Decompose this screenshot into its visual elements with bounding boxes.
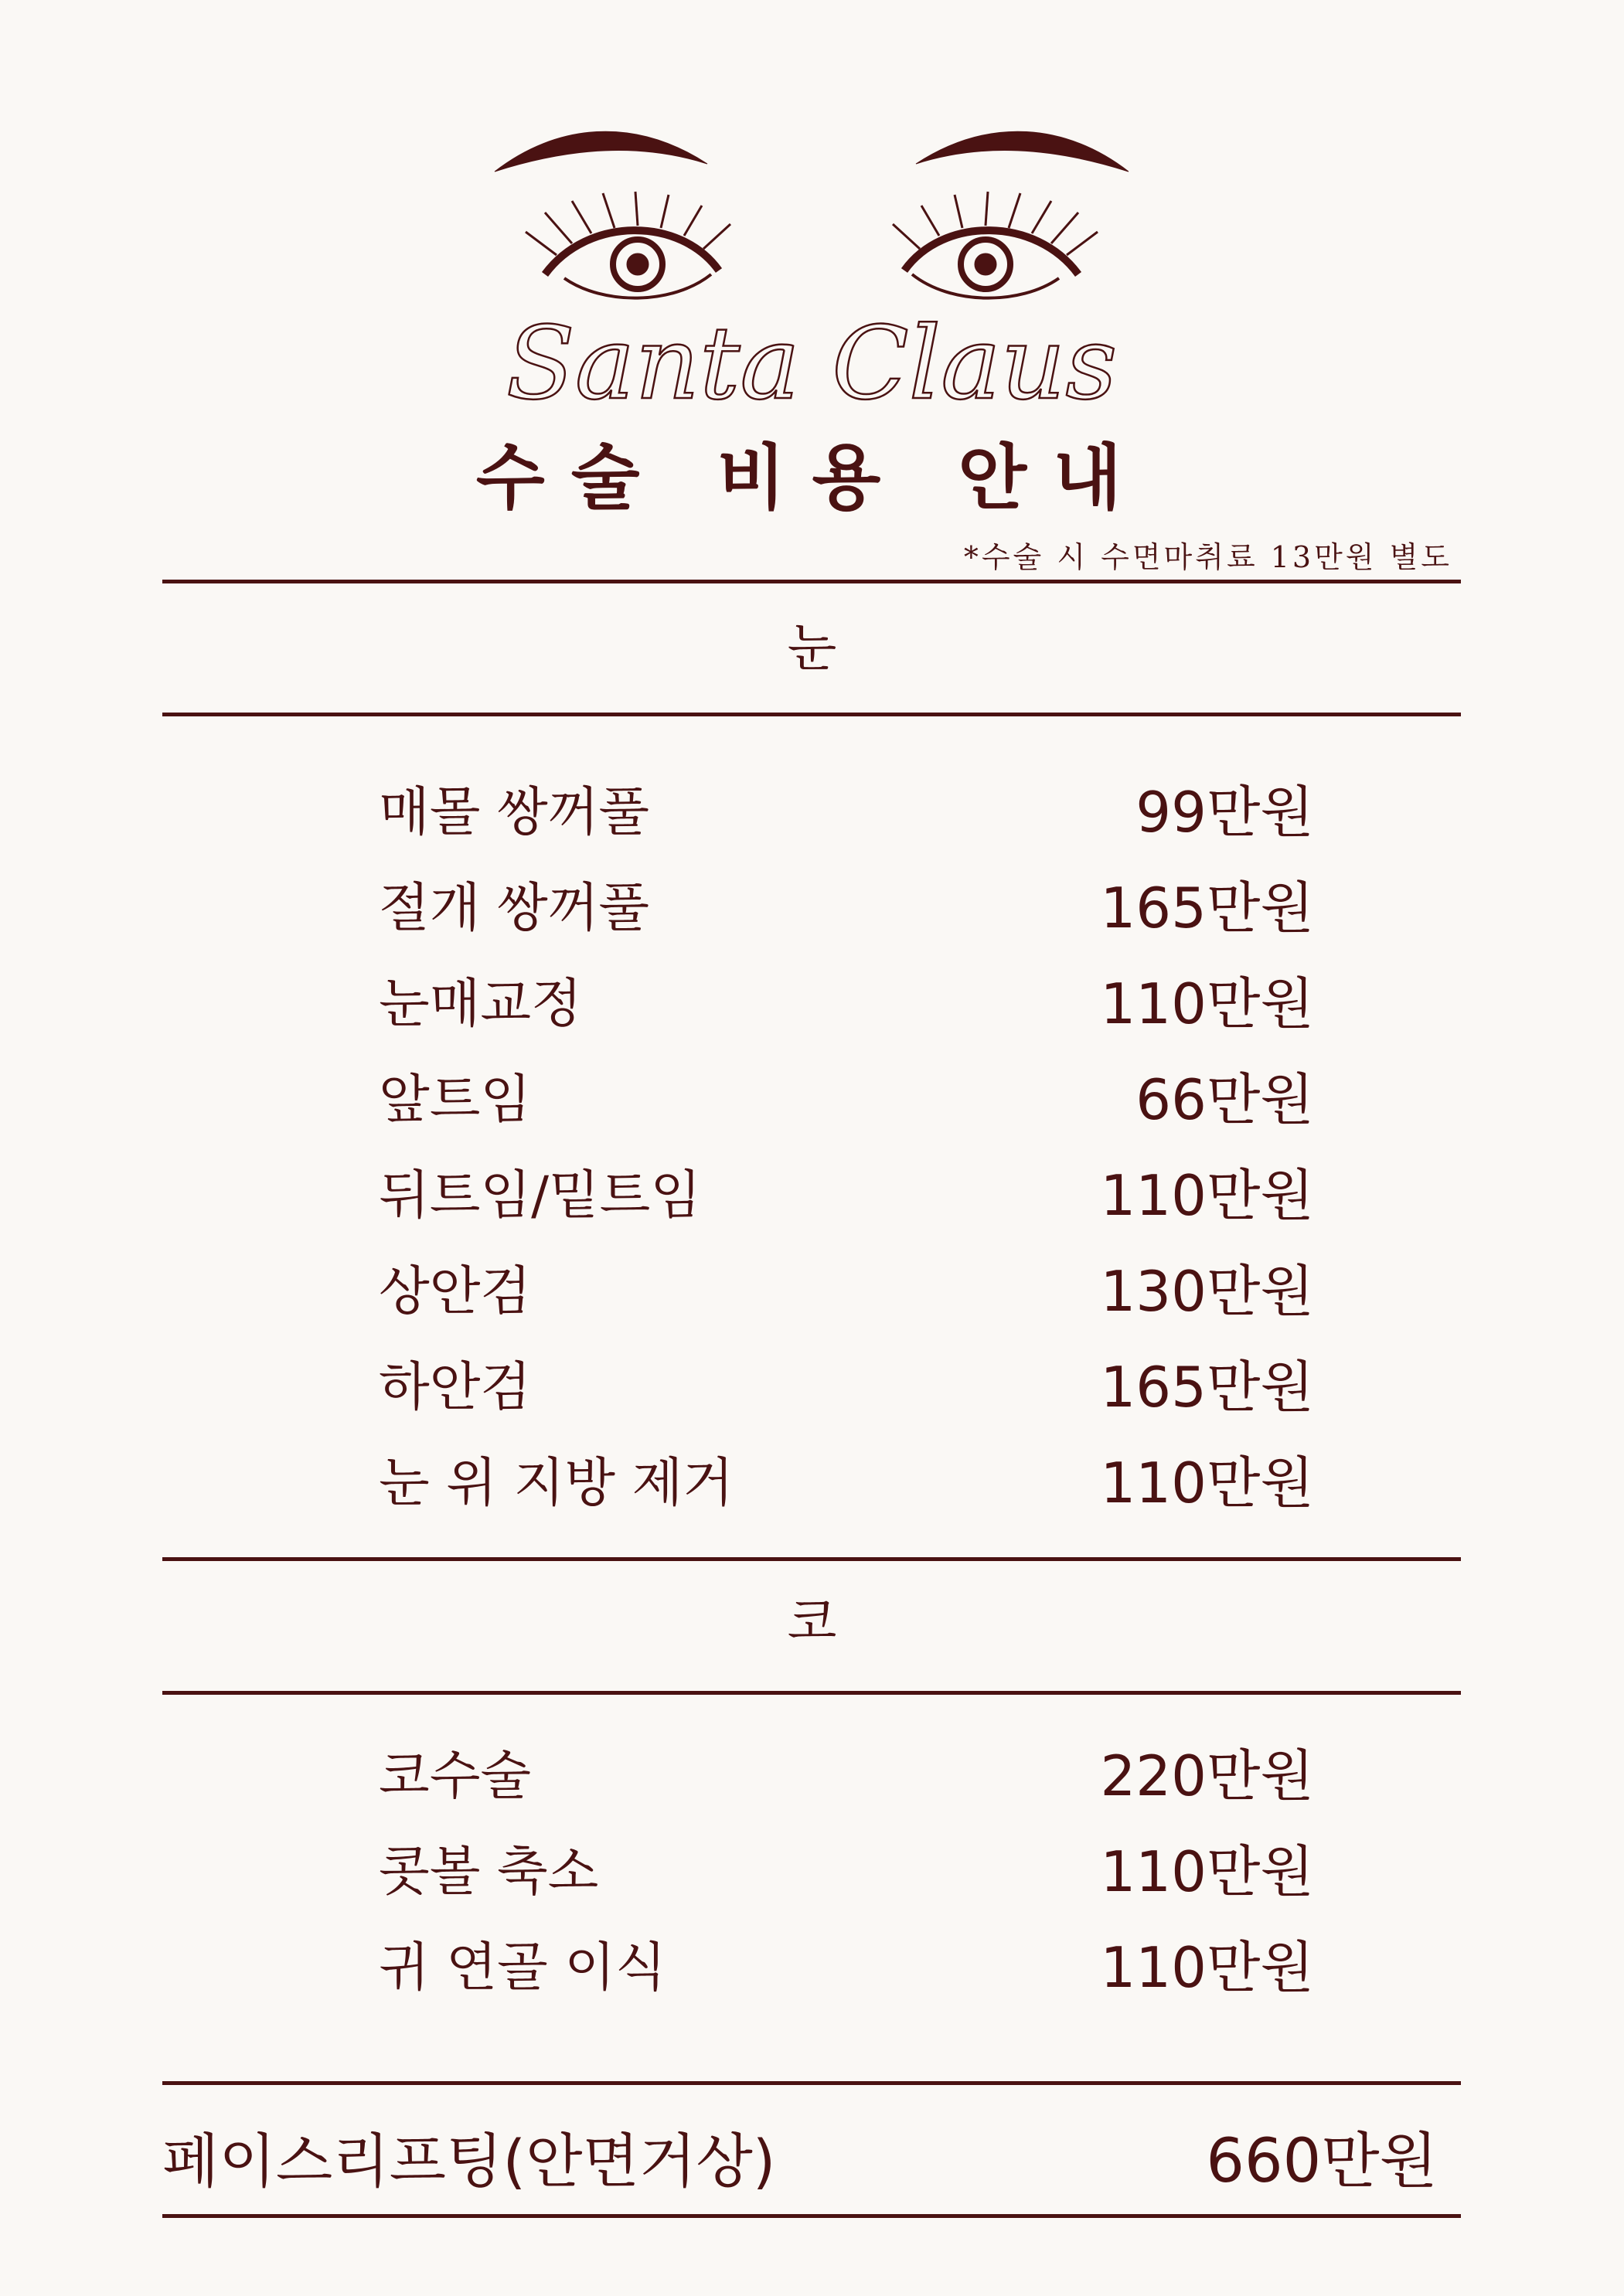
price-row <box>379 1148 1314 1233</box>
divider <box>162 713 1461 716</box>
item-price: 110만원 <box>1100 1839 1314 1904</box>
item-name: 하안검 <box>379 1356 532 1418</box>
price-row <box>379 1244 1314 1329</box>
item-price: 110만원 <box>1100 1935 1314 2000</box>
divider <box>162 1691 1461 1695</box>
item-price: 110만원 <box>1100 1163 1314 1228</box>
divider <box>162 2081 1461 2085</box>
item-name: 상안검 <box>379 1260 532 1322</box>
item-price: 165만원 <box>1100 876 1314 941</box>
divider <box>162 580 1461 583</box>
price-row <box>379 1436 1314 1521</box>
section-title-eye: 눈 <box>787 618 837 678</box>
facelift-price: 660만원 <box>1206 2127 1438 2196</box>
price-row <box>379 1340 1314 1425</box>
brand-logo <box>464 116 1159 425</box>
item-name: 눈 위 지방 제거 <box>379 1452 734 1514</box>
item-name: 눈매교정 <box>379 973 582 1035</box>
divider <box>162 1557 1461 1561</box>
price-row <box>379 1825 1314 1910</box>
brand-logo-text: Santa Claus <box>506 304 1118 422</box>
price-row <box>379 765 1314 850</box>
item-name: 뒤트임/밑트임 <box>379 1165 702 1226</box>
price-row <box>379 1729 1314 1814</box>
divider <box>162 2214 1461 2218</box>
item-price: 99만원 <box>1135 780 1314 845</box>
item-name: 앞트임 <box>379 1069 532 1131</box>
item-price: 220만원 <box>1100 1743 1314 1808</box>
item-name: 콧볼 축소 <box>379 1841 599 1903</box>
item-price: 66만원 <box>1135 1067 1314 1132</box>
price-row <box>379 1920 1314 2005</box>
item-name: 매몰 쌍꺼풀 <box>379 781 650 843</box>
item-name: 귀 연골 이식 <box>379 1937 666 1998</box>
section-title-nose: 코 <box>787 1592 837 1651</box>
price-row <box>379 1053 1314 1138</box>
item-price: 130만원 <box>1100 1259 1314 1324</box>
item-name: 절개 쌍꺼풀 <box>379 877 650 939</box>
facelift-name: 페이스리프팅(안면거상) <box>162 2126 776 2196</box>
item-price: 165만원 <box>1100 1355 1314 1420</box>
price-row <box>379 861 1314 946</box>
price-row <box>379 957 1314 1042</box>
item-price: 110만원 <box>1100 1451 1314 1515</box>
page-title: 수술 비용 안내 <box>475 437 1149 519</box>
anesthesia-note: *수술 시 수면마취료 13만원 별도 <box>963 540 1452 574</box>
facelift-row <box>162 2114 1438 2199</box>
item-name: 코수술 <box>379 1745 532 1807</box>
eyes-with-lashes-icon <box>495 131 1129 298</box>
item-price: 110만원 <box>1100 971 1314 1036</box>
